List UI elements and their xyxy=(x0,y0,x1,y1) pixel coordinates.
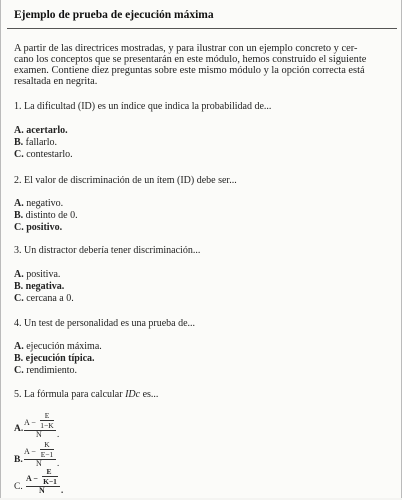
intro-line: A partir de las directrices mostradas, y para ilustrar con un ejemplo concreto y cer- xyxy=(14,43,358,54)
question-3-option-b: B. negativa. xyxy=(14,281,65,292)
intro-line: examen. Contiene diez preguntas sobre este mismo módulo y la opción correcta está xyxy=(14,65,365,76)
question-5-option-b: B. A − K E−1 N . xyxy=(14,440,60,468)
question-2-option-b: B. distinto de 0. xyxy=(14,210,78,221)
page-title: Ejemplo de prueba de ejecución máxima xyxy=(14,9,214,21)
question-2-option-c: C. positivo. xyxy=(14,222,63,233)
question-2-option-a: A. negativo. xyxy=(14,198,64,209)
question-3-option-a: A. positiva. xyxy=(14,269,61,280)
intro-paragraph xyxy=(14,43,392,87)
question-3: 3. Un distractor debería tener discriminación... xyxy=(14,245,201,256)
question-4-option-b: B. ejecución típica. xyxy=(14,353,95,364)
question-4: 4. Un test de personalidad es una prueba de... xyxy=(14,318,196,329)
question-1-option-b: B. fallarlo. xyxy=(14,137,58,148)
question-5-option-a: A. A − E 1−K N . xyxy=(14,411,60,439)
intro-line: resaltada en negrita. xyxy=(14,76,98,87)
question-3-option-c: C. cercana a 0. xyxy=(14,293,74,304)
question-2: 2. El valor de discriminación de un ítem (ID) debe ser... xyxy=(14,175,237,186)
title-block xyxy=(1,0,401,35)
intro-line: cano los conceptos que se presentarán en este módulo, hemos construido el siguiente xyxy=(14,54,367,65)
question-5: 5. La fórmula para calcular IDc es... xyxy=(14,389,159,400)
question-4-option-c: C. rendimiento. xyxy=(14,365,78,376)
question-4-option-a: A. ejecución máxima. xyxy=(14,341,102,352)
question-1-option-a: A. acertarlo. xyxy=(14,125,68,136)
question-5-option-c: C. A − E K−1 N . xyxy=(14,467,64,495)
question-1: 1. La dificultad (ID) es un índice que indica la probabilidad de... xyxy=(14,101,272,112)
title-rule xyxy=(7,28,397,29)
question-1-option-c: C. contestarlo. xyxy=(14,149,73,160)
